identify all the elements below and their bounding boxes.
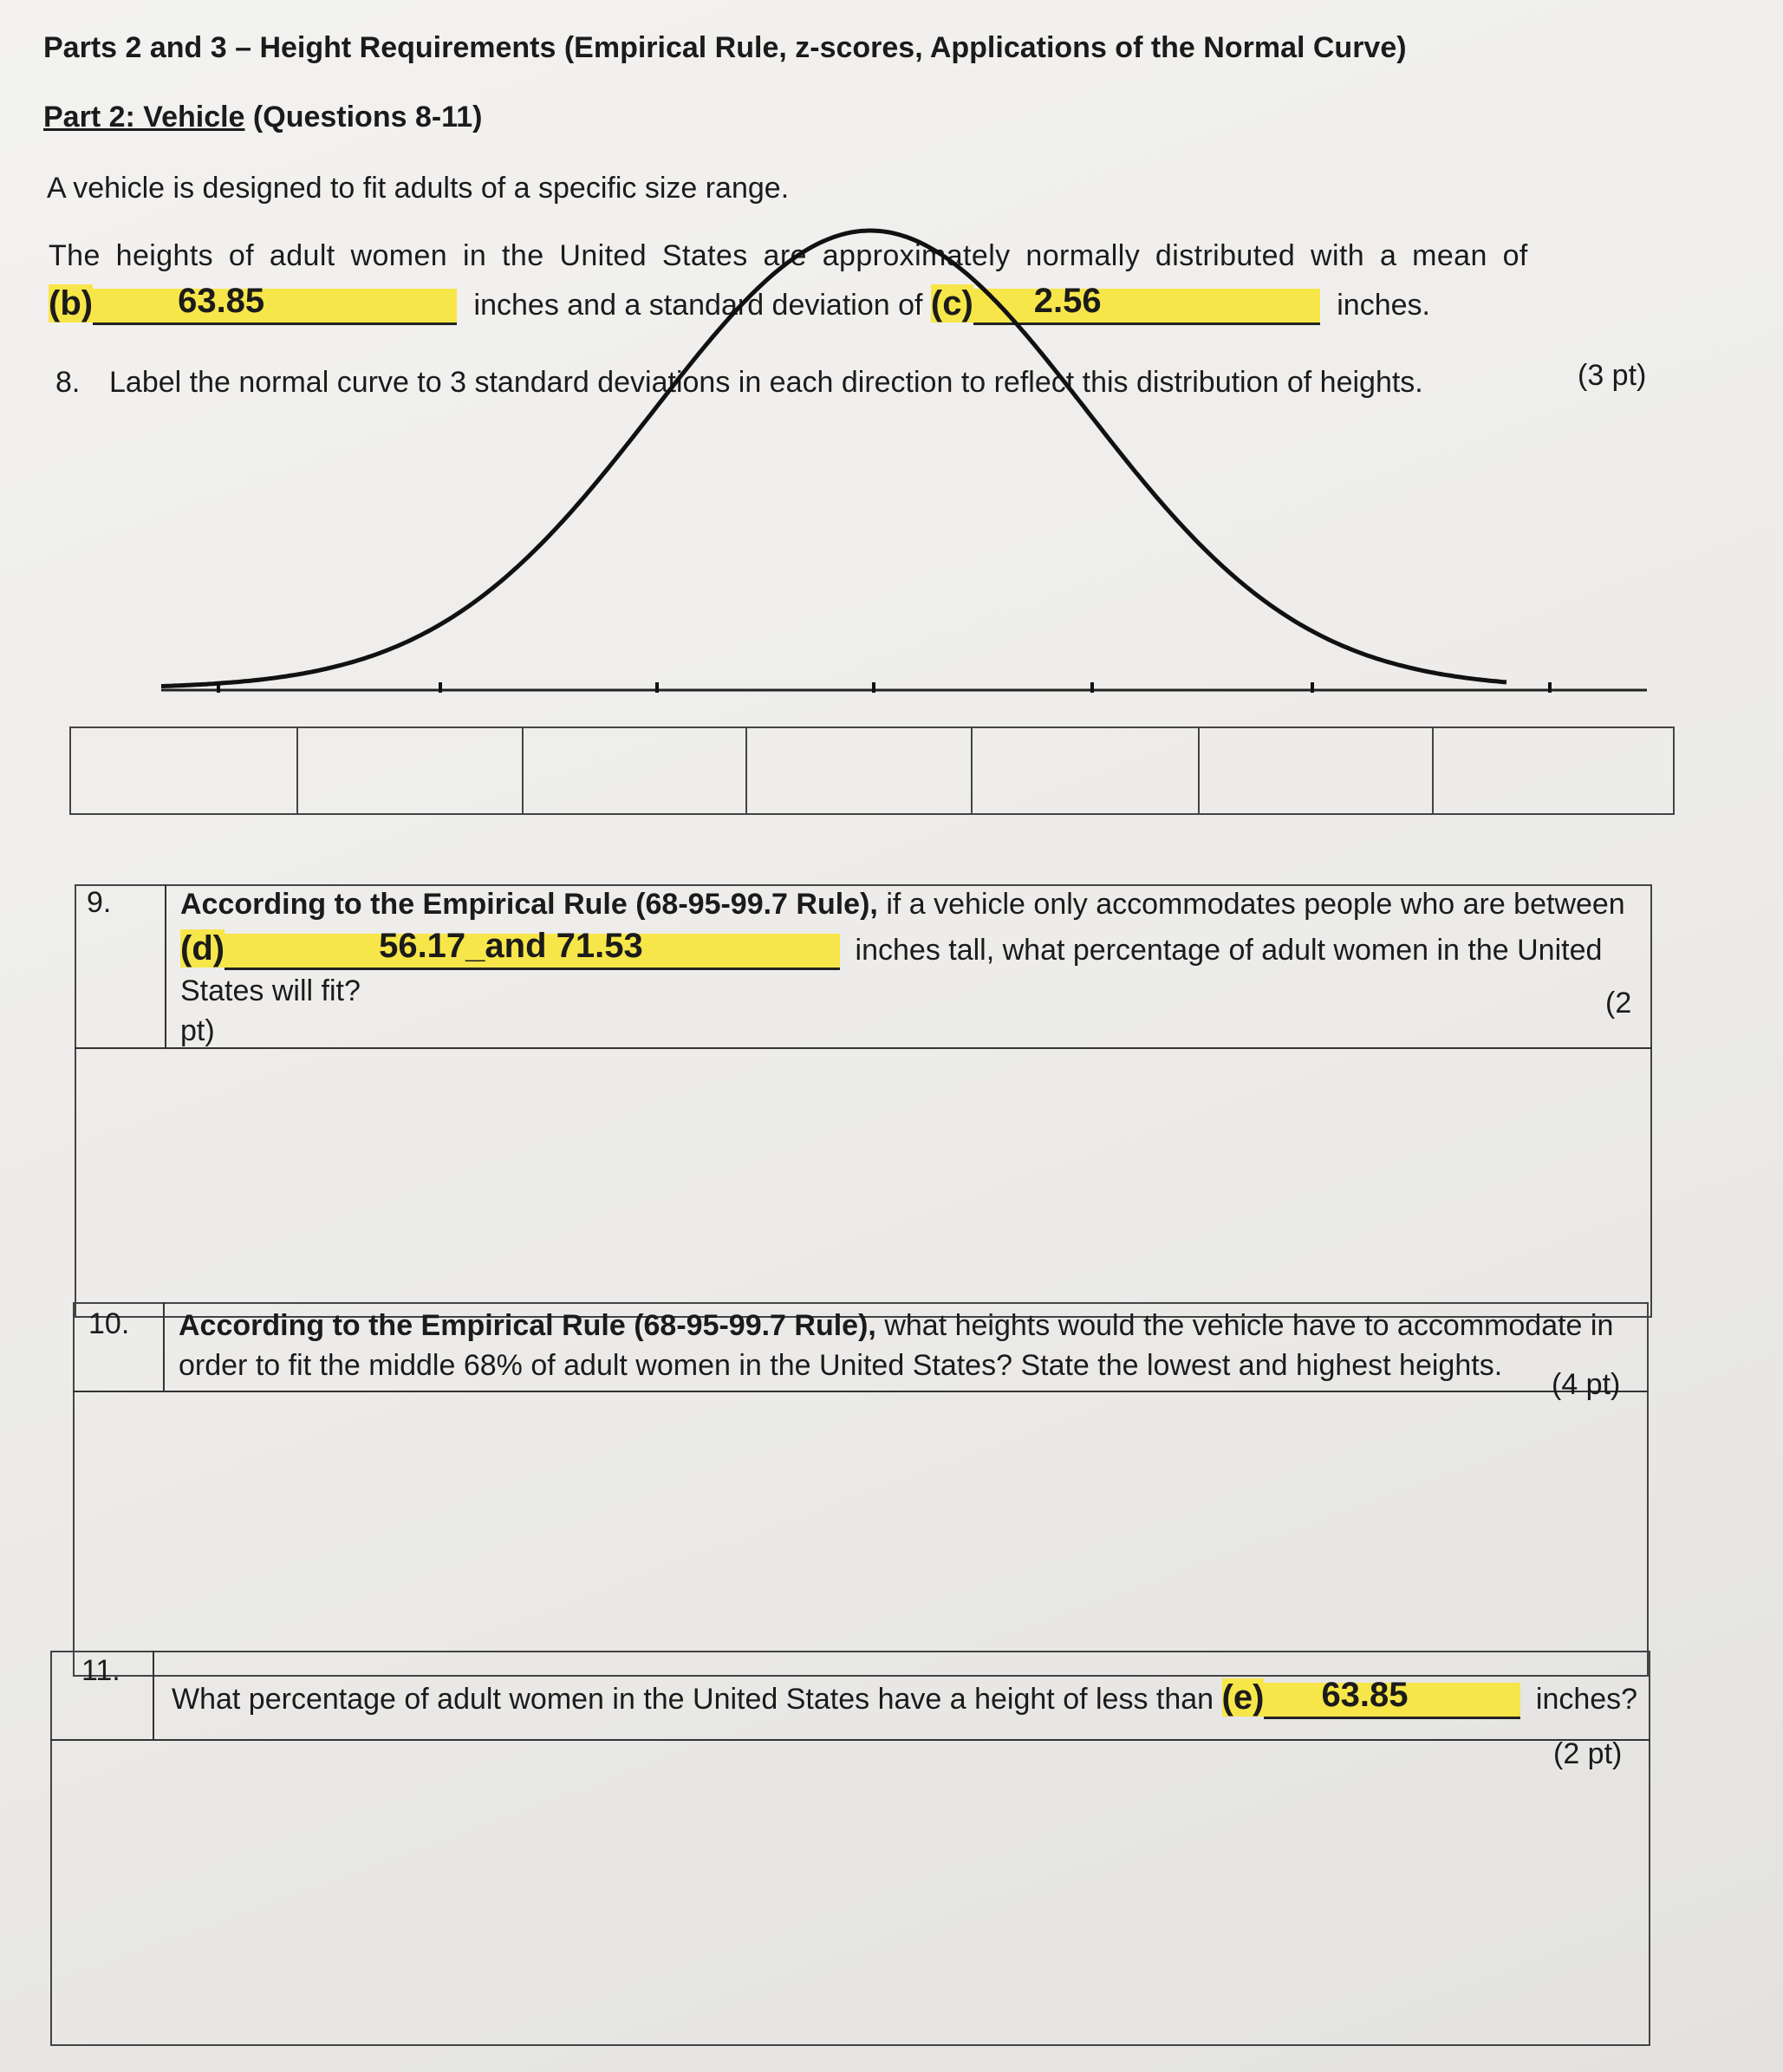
mean-value: 63.85 xyxy=(178,282,265,320)
q9-answer-value: 56.17_and 71.53 xyxy=(379,927,643,965)
part-heading-label: Part 2: Vehicle xyxy=(43,101,245,134)
intro-text: A vehicle is designed to fit adults of a specific size range. xyxy=(47,172,790,205)
label-box-1[interactable] xyxy=(71,728,298,813)
q9-answer xyxy=(225,927,840,970)
q11-line1 xyxy=(172,1678,1637,1719)
q9-text1: if a vehicle only accommodates people who are between xyxy=(886,888,1625,921)
page-title: Parts 2 and 3 – Height Requirements (Empirical Rule, z-scores, Applications of the Normal Curve) xyxy=(43,31,1407,64)
q11-number: 11. xyxy=(81,1654,120,1687)
q8-text: Label the normal curve to 3 standard deviations in each direction to reflect this distribution of heights. xyxy=(109,366,1423,399)
stats-lead: The heights of adult women in the United States are approximately normally distributed with a mean of xyxy=(49,239,1528,272)
label-box-4[interactable] xyxy=(747,728,973,813)
q9-bold: According to the Empirical Rule (68-95-99.7 Rule), xyxy=(180,888,878,921)
q9-number: 9. xyxy=(87,886,112,919)
q11-answer-value: 63.85 xyxy=(1321,1676,1409,1714)
q11-end: inches? xyxy=(1535,1683,1638,1716)
label-boxes-row xyxy=(69,727,1675,815)
q9-points-a: (2 xyxy=(1605,987,1632,1020)
normal-curve xyxy=(161,231,1506,687)
q10-bold: According to the Empirical Rule (68-95-99.7 Rule), xyxy=(179,1309,876,1342)
q10-number-divider xyxy=(163,1302,165,1391)
q9-number-divider xyxy=(165,884,166,1047)
q10-answer-area[interactable] xyxy=(95,1401,1638,1661)
label-c: (c) xyxy=(930,284,973,323)
q10-points: (4 pt) xyxy=(1552,1368,1621,1401)
q9-divider xyxy=(75,1047,1652,1049)
q11-number-divider xyxy=(153,1651,154,1739)
q9-line1 xyxy=(180,888,1625,922)
label-box-6[interactable] xyxy=(1200,728,1434,813)
q11-divider xyxy=(50,1739,1650,1741)
q10-line1 xyxy=(179,1309,1613,1343)
stats-mid: inches and a standard deviation of xyxy=(473,289,923,322)
label-b: (b) xyxy=(49,284,94,323)
q10-text1: what heights would the vehicle have to accommodate in xyxy=(884,1309,1614,1342)
label-box-2[interactable] xyxy=(298,728,524,813)
q9-text3: States will fit? xyxy=(180,974,361,1007)
q11-answer xyxy=(1264,1676,1520,1719)
stats-end: inches. xyxy=(1337,289,1430,322)
q9-text2: inches tall, what percentage of adult women in the United xyxy=(855,934,1603,967)
q8-points: (3 pt) xyxy=(1578,359,1647,392)
label-box-7[interactable] xyxy=(1434,728,1676,813)
q11-answer-area[interactable] xyxy=(69,1769,1630,2029)
q9-answer-area[interactable] xyxy=(95,1059,1638,1302)
label-box-5[interactable] xyxy=(973,728,1200,813)
label-d: (d) xyxy=(180,929,225,968)
sd-value: 2.56 xyxy=(1033,282,1102,320)
normal-curve-figure xyxy=(0,0,1783,832)
q8-number: 8. xyxy=(55,366,81,399)
q9-points-b: pt) xyxy=(180,1014,215,1047)
label-e: (e) xyxy=(1221,1678,1265,1717)
part-questions-range: (Questions 8-11) xyxy=(252,101,483,134)
q10-divider xyxy=(73,1391,1649,1392)
label-box-3[interactable] xyxy=(524,728,747,813)
q10-text2: order to fit the middle 68% of adult women in the United States? State the lowest and highest heights. xyxy=(179,1349,1503,1382)
q10-number: 10. xyxy=(88,1307,130,1340)
q11-points: (2 pt) xyxy=(1553,1737,1623,1770)
q11-text: What percentage of adult women in the United States have a height of less than xyxy=(172,1683,1214,1716)
q9-line2 xyxy=(180,929,1602,970)
